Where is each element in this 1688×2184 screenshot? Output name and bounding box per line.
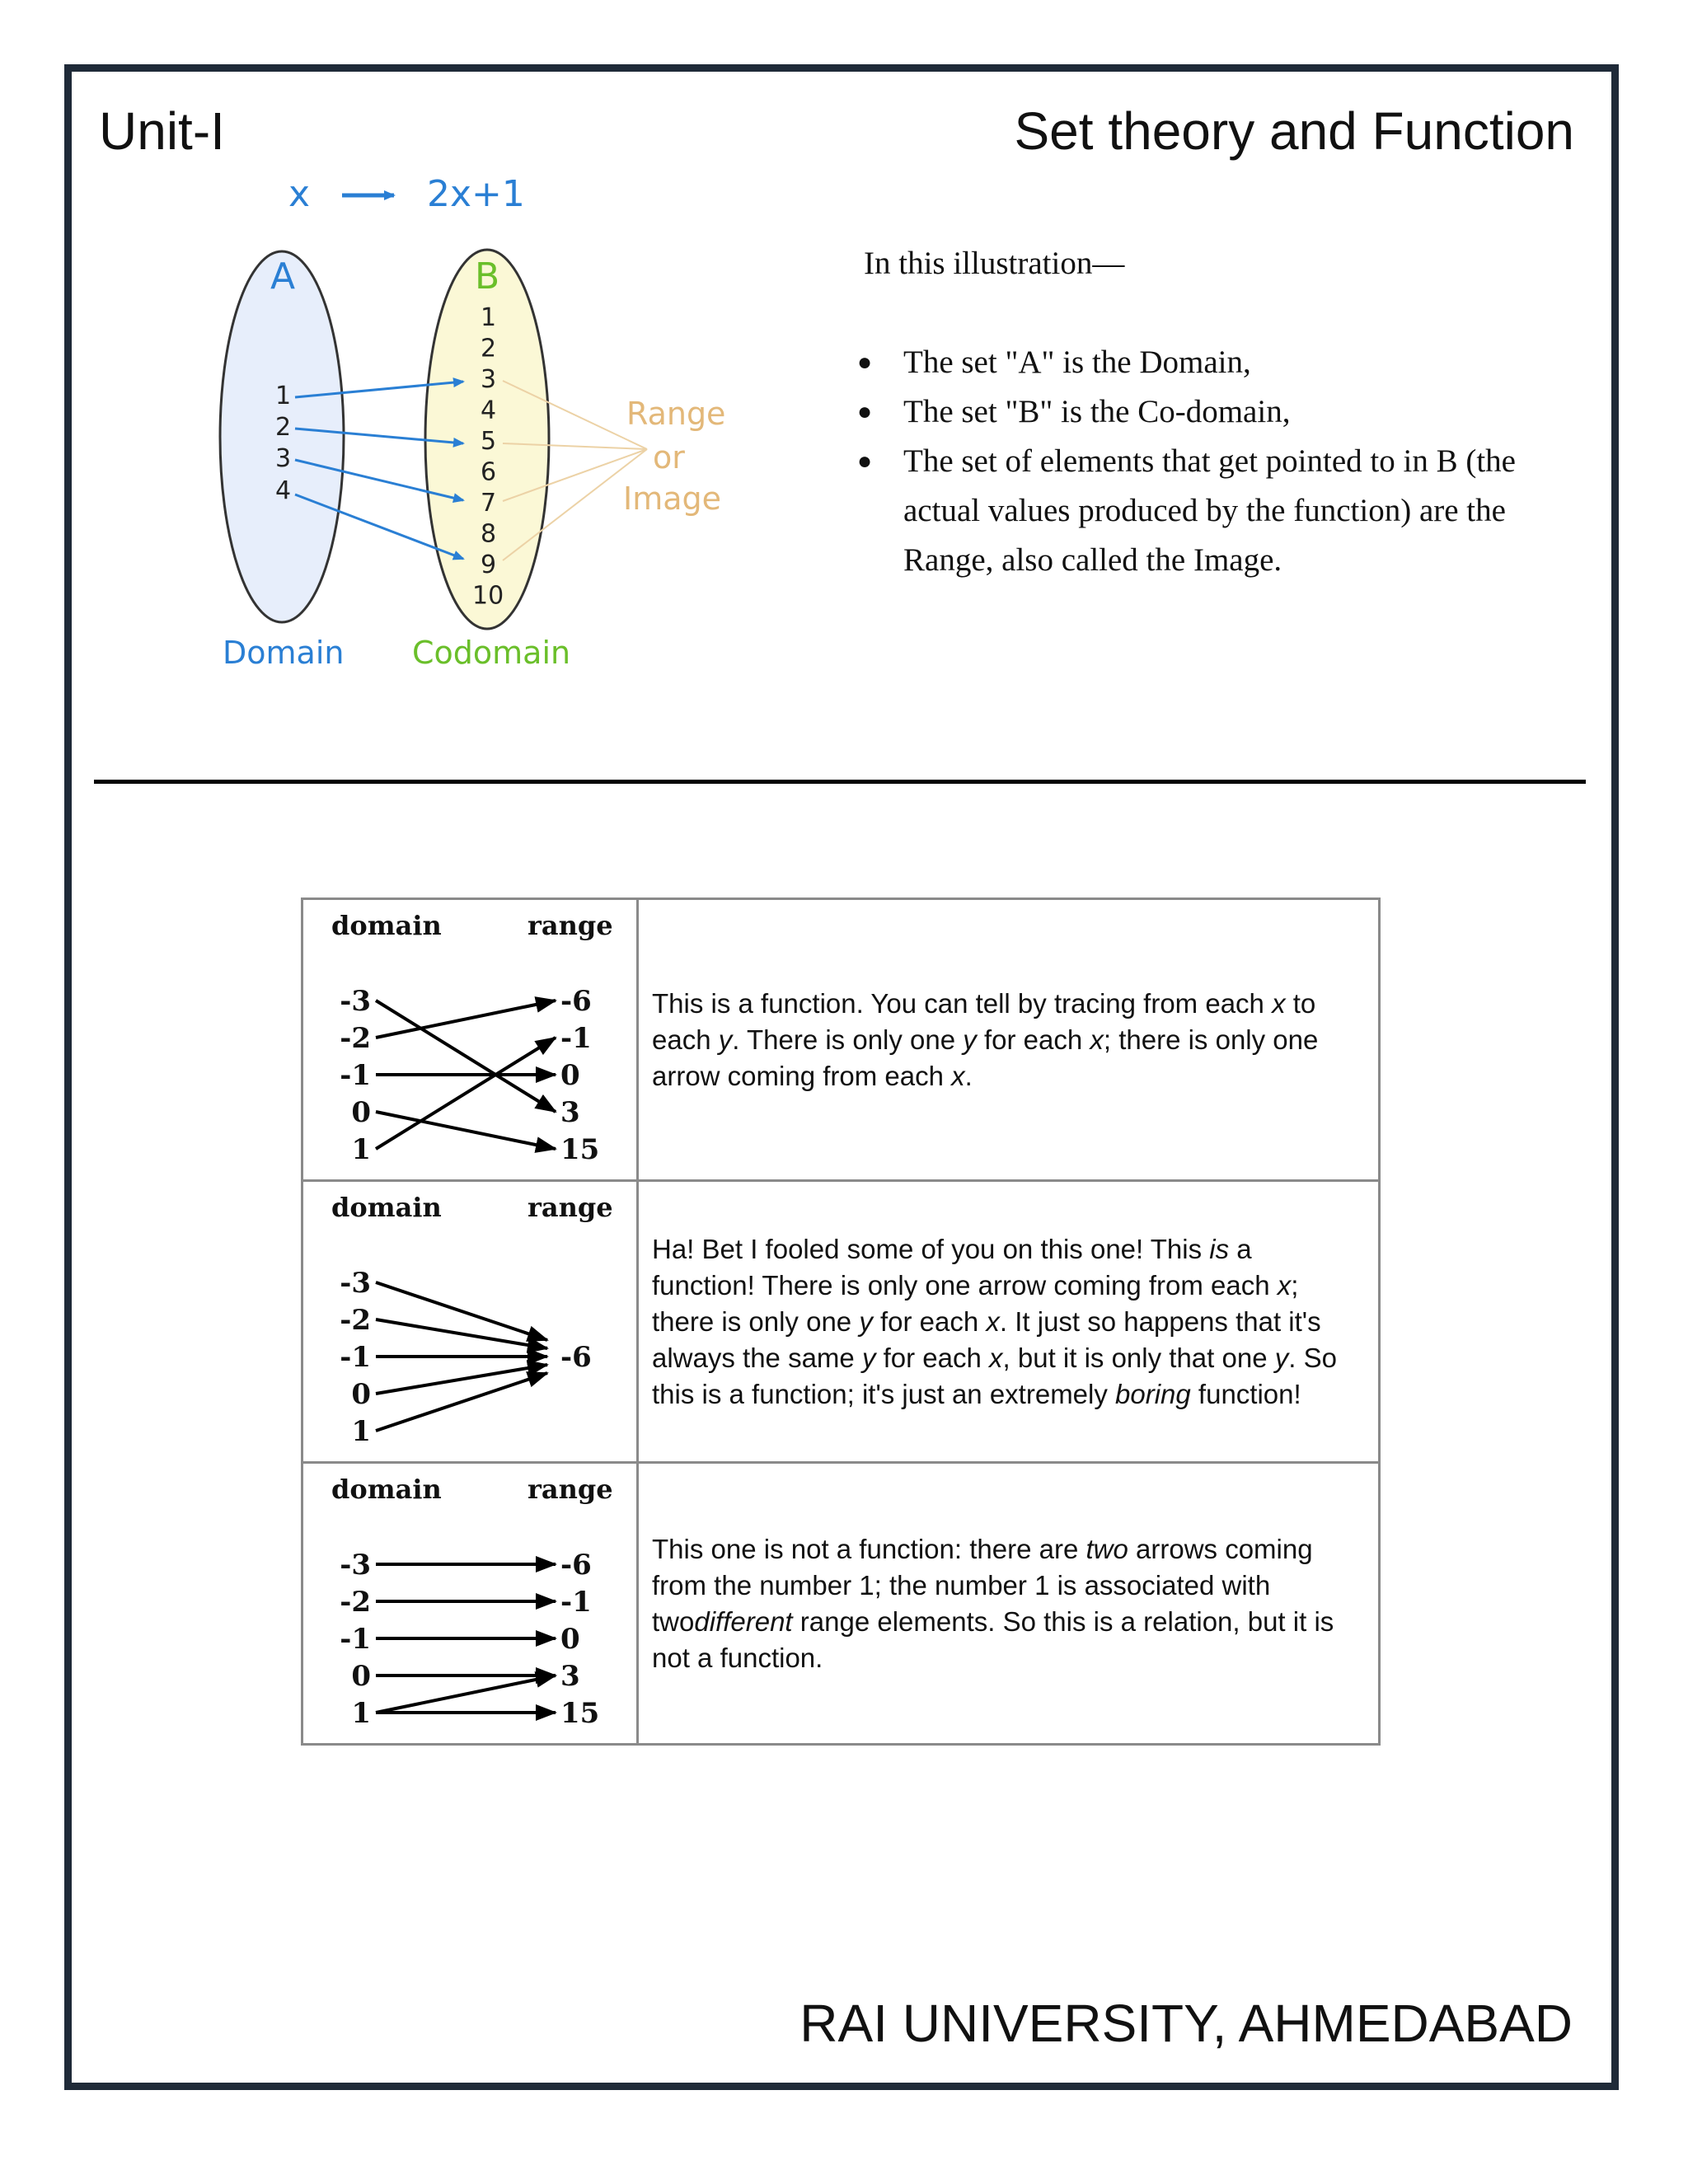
range-value: -6: [560, 985, 592, 1018]
domain-value: 1: [351, 1697, 371, 1730]
description-segment: . There is only one: [732, 1024, 964, 1055]
mapping-figure: [303, 1182, 636, 1457]
bullet-icon: ●: [857, 448, 873, 475]
range-value: 15: [560, 1133, 600, 1166]
set-b-label: B: [475, 255, 500, 298]
range-value: 15: [560, 1697, 600, 1730]
domain-value: -1: [340, 1341, 371, 1374]
set-a-label: A: [270, 255, 296, 298]
mapping-figure: [303, 1464, 636, 1739]
description-cell: [638, 1463, 1380, 1745]
range-value: -1: [560, 1586, 592, 1619]
codomain-value: 3: [481, 365, 497, 394]
mapping-arrow: [376, 1365, 547, 1394]
codomain-value: 8: [481, 519, 497, 549]
explanation-text: The set "A" is the Domain,: [903, 344, 1251, 380]
emphasis-text: y: [963, 1024, 977, 1055]
table-row: [302, 1181, 1380, 1463]
range-value: 3: [560, 1096, 580, 1129]
topic-title: Set theory and Function: [1014, 101, 1574, 161]
emphasis-text: is: [1209, 1233, 1230, 1264]
description-text: [652, 986, 1353, 1094]
range-value: -1: [560, 1022, 592, 1055]
table-row: [302, 1463, 1380, 1745]
explanation-text: The set of elements that get pointed to in B (the actual values produced by the function) are the Range, also called the Image.: [903, 443, 1516, 578]
section-divider: [94, 780, 1586, 784]
description-segment: .: [964, 1060, 973, 1091]
codomain-value: 6: [481, 457, 497, 487]
description-segment: for each: [872, 1305, 987, 1337]
mapping-arrow: [376, 1373, 547, 1431]
emphasis-text: boring: [1115, 1378, 1191, 1409]
explanation-item: [857, 437, 1582, 585]
domain-caption: Domain: [223, 635, 345, 671]
table-row: [302, 899, 1380, 1181]
mapping-figure-cell: [302, 1463, 638, 1745]
mapping-illustration: [198, 165, 791, 692]
mapping-arrow: [376, 1282, 547, 1340]
function-examples-table: [301, 898, 1381, 1746]
codomain-value: 1: [481, 303, 497, 332]
range-heading: range: [528, 910, 613, 941]
description-segment: to each: [652, 987, 1316, 1055]
codomain-value: 10: [472, 581, 504, 611]
domain-heading: domain: [331, 1192, 442, 1223]
description-segment: for each: [875, 1342, 990, 1373]
emphasis-text: x: [1277, 1269, 1292, 1301]
domain-value: -2: [340, 1586, 371, 1619]
institution-footer: RAI UNIVERSITY, AHMEDABAD: [799, 1994, 1573, 2053]
domain-heading: domain: [331, 1474, 442, 1505]
emphasis-text: x: [1090, 1024, 1104, 1055]
domain-value: -1: [340, 1059, 371, 1092]
mapping-figure-cell: [302, 1181, 638, 1463]
description-text: [652, 1531, 1353, 1676]
explanation-item: [857, 387, 1582, 437]
illustration-explanation: [857, 239, 1582, 585]
explanation-intro: In this illustration—: [864, 246, 1125, 281]
range-heading: range: [528, 1192, 613, 1223]
codomain-value: 9: [481, 551, 497, 579]
bullet-icon: ●: [857, 398, 873, 425]
domain-value: 1: [275, 382, 292, 410]
emphasis-text: different: [694, 1605, 793, 1637]
range-value: 0: [560, 1623, 580, 1656]
domain-heading: domain: [331, 910, 442, 941]
emphasis-text: x: [1272, 987, 1286, 1019]
range-label-line2: or: [653, 439, 685, 476]
formula-x: x: [288, 173, 311, 215]
description-segment: This is a function. You can tell by tracing from each: [652, 987, 1273, 1019]
emphasis-text: y: [718, 1024, 733, 1055]
mapping-arrow: [376, 1675, 556, 1713]
description-segment: Ha! Bet I fooled some of you on this one! This: [652, 1233, 1210, 1264]
codomain-value: 7: [481, 489, 497, 518]
mapping-figure: [303, 900, 636, 1175]
explanation-item: [857, 338, 1582, 387]
description-segment: . So this is a function; it's just an extremely: [652, 1342, 1337, 1409]
range-value: -6: [560, 1549, 592, 1582]
description-segment: , but it is only that one: [1002, 1342, 1275, 1373]
description-cell: [638, 1181, 1380, 1463]
range-heading: range: [528, 1474, 613, 1505]
domain-value: -1: [340, 1623, 371, 1656]
range-value: 0: [560, 1059, 580, 1092]
emphasis-text: y: [1274, 1342, 1289, 1373]
emphasis-text: two: [1085, 1533, 1128, 1564]
codomain-value: 4: [481, 396, 497, 425]
domain-value: 3: [275, 444, 292, 473]
description-segment: This one is not a function: there are: [652, 1533, 1086, 1564]
range-value: 3: [560, 1660, 580, 1693]
description-segment: a function! There is only one arrow coming from each: [652, 1233, 1278, 1301]
range-value: -6: [560, 1341, 592, 1374]
domain-value: 2: [275, 413, 292, 442]
description-segment: ; there is only one arrow coming from each: [652, 1024, 1319, 1091]
codomain-caption: Codomain: [412, 635, 571, 671]
codomain-value: 2: [481, 334, 497, 363]
unit-label: Unit-I: [99, 101, 225, 161]
bullet-icon: ●: [857, 349, 873, 376]
description-cell: [638, 899, 1380, 1181]
emphasis-text: x: [986, 1305, 1000, 1337]
domain-value: 0: [351, 1096, 371, 1129]
description-segment: range elements. So this is a relation, but it is not a function.: [652, 1605, 1334, 1673]
range-label-line3: Image: [623, 480, 722, 517]
domain-value: 4: [275, 476, 292, 505]
domain-value: 0: [351, 1378, 371, 1411]
domain-value: -3: [340, 1549, 371, 1582]
domain-value: 1: [351, 1133, 371, 1166]
domain-value: -2: [340, 1022, 371, 1055]
emphasis-text: y: [859, 1305, 873, 1337]
explanation-text: The set "B" is the Co-domain,: [903, 394, 1291, 429]
formula-fx: 2x+1: [427, 173, 525, 215]
domain-value: -3: [340, 1267, 371, 1300]
mapping-arrow: [376, 1319, 547, 1348]
range-label-line1: Range: [626, 396, 726, 432]
description-segment: arrows coming from the number 1; the number 1 is associated with two: [652, 1533, 1313, 1637]
mapping-figure-cell: [302, 899, 638, 1181]
emphasis-text: x: [989, 1342, 1003, 1373]
emphasis-text: y: [861, 1342, 876, 1373]
domain-value: 1: [351, 1415, 371, 1448]
domain-value: 0: [351, 1660, 371, 1693]
codomain-value: 5: [481, 427, 497, 456]
description-segment: ; there is only one: [652, 1269, 1299, 1337]
domain-value: -3: [340, 985, 371, 1018]
description-text: [652, 1231, 1353, 1413]
explanation-list: [857, 338, 1582, 585]
domain-value: -2: [340, 1304, 371, 1337]
description-segment: . It just so happens that it's always the same: [652, 1305, 1321, 1373]
description-segment: for each: [976, 1024, 1090, 1055]
description-segment: function!: [1190, 1378, 1301, 1409]
emphasis-text: x: [951, 1060, 965, 1091]
